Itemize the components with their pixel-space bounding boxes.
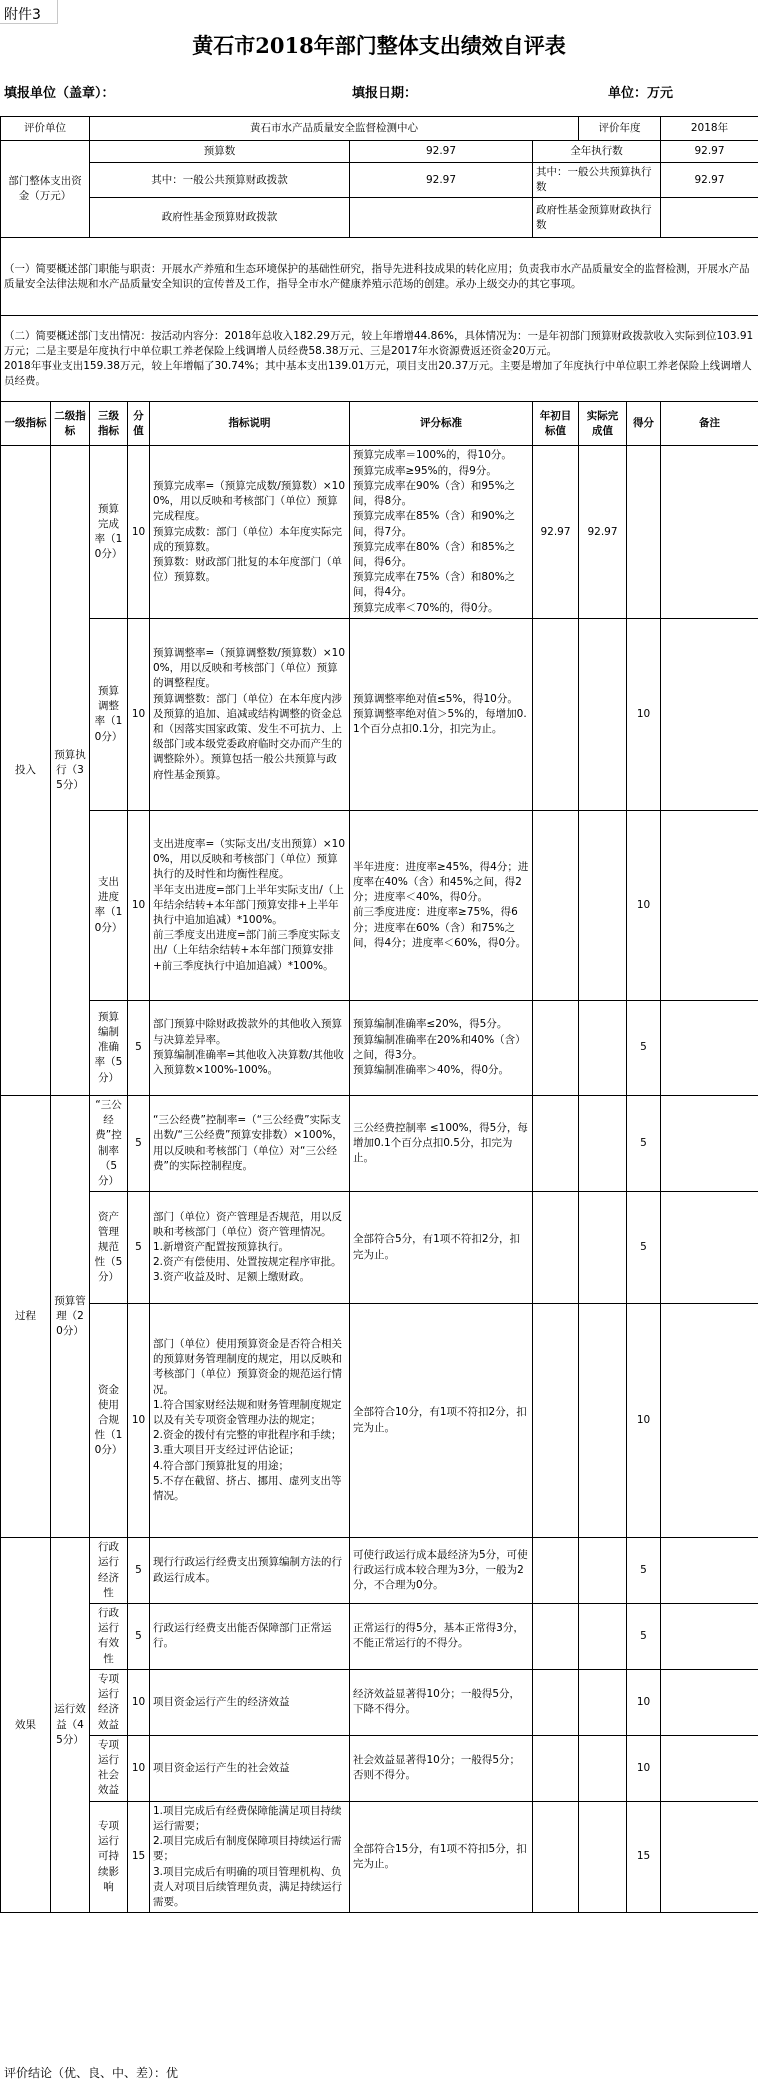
para1-row [1, 238, 758, 316]
col-std: 评分标准 [350, 402, 533, 446]
group-effect: 效果 [1, 1538, 51, 1913]
table-row [1, 1538, 758, 1604]
row-std: 正常运行的得5分，基本正常得3分，不能正常运行的不得分。 [350, 1604, 533, 1670]
row-l3: 资金使用合规性（10分） [90, 1304, 128, 1538]
annual-exec-value: 92.97 [661, 141, 758, 163]
eval-unit-label: 评价单位 [1, 117, 90, 141]
row-got: 5 [627, 1538, 661, 1604]
table-row [1, 446, 758, 618]
funds-row-1 [1, 141, 758, 163]
row-std: 经济效益显著得10分；一般得5分，下降不得分。 [350, 1669, 533, 1735]
row-actual: 92.97 [579, 446, 627, 618]
row-l3: 行政运行有效性 [90, 1604, 128, 1670]
eval-year-value: 2018年 [661, 117, 758, 141]
col-l1: 一级指标 [1, 402, 51, 446]
col-l2: 二级指标 [51, 402, 90, 446]
row-l3: 预算调整率（10分） [90, 618, 128, 810]
row-actual [579, 1538, 627, 1604]
table-row [1, 1095, 758, 1191]
row-score: 5 [128, 1538, 150, 1604]
row-desc: 支出进度率=（实际支出/支出预算）×100%，用以反映和考核部门（单位）预算执行的及时性和均衡性程度。 半年支出进度=部门上半年实际支出/（上年结余结转+本年部门预算安排+上半年执行中追加追减）*100%。 前三季度支出进度=部门前三季度实际支出/（上年结余结转+本年部门预算安排+前三季度执行中追加追减）*100%。 [150, 810, 350, 1000]
general-budget-label: 其中：一般公共预算财政拨款 [90, 163, 350, 198]
row-target [533, 1095, 579, 1191]
row-got: 10 [627, 618, 661, 810]
table-row [1, 1304, 758, 1538]
row-desc: 行政运行经费支出能否保障部门正常运行。 [150, 1604, 350, 1670]
row-desc: 项目资金运行产生的经济效益 [150, 1669, 350, 1735]
fund-budget-value [350, 198, 533, 238]
group-input: 投入 [1, 446, 51, 1095]
row-std: 社会效益显著得10分；一般得5分；否则不得分。 [350, 1735, 533, 1801]
row-std: 全部符合10分，有1项不符扣2分，扣完为止。 [350, 1304, 533, 1538]
row-got: 10 [627, 810, 661, 1000]
row-actual [579, 1304, 627, 1538]
funds-row-2 [1, 163, 758, 198]
group-budget-exec: 预算执行（35分） [51, 446, 90, 1095]
eval-unit-value: 黄石市水产品质量安全监督检测中心 [90, 117, 579, 141]
table-row [1, 1604, 758, 1670]
row-target [533, 810, 579, 1000]
col-score: 分值 [128, 402, 150, 446]
funds-section-label: 部门整体支出资金（万元） [1, 141, 90, 238]
row-note [661, 1538, 758, 1604]
fund-exec-label: 政府性基金预算财政执行数 [533, 198, 661, 238]
row-l3: 行政运行经济性 [90, 1538, 128, 1604]
para2-row [1, 316, 758, 402]
fund-exec-value [661, 198, 758, 238]
row-score: 10 [128, 810, 150, 1000]
row-desc: 现行行政运行经费支出预算编制方法的行政运行成本。 [150, 1538, 350, 1604]
col-desc: 指标说明 [150, 402, 350, 446]
general-budget-value: 92.97 [350, 163, 533, 198]
row-score: 5 [128, 1604, 150, 1670]
group-process: 过程 [1, 1095, 51, 1537]
row-got: 5 [627, 1192, 661, 1304]
column-header-row [1, 402, 758, 446]
table-row [1, 1801, 758, 1913]
row-got: 5 [627, 1604, 661, 1670]
table-row [1, 810, 758, 1000]
row-actual [579, 618, 627, 810]
row-l3: 预算完成率（10分） [90, 446, 128, 618]
row-note [661, 1192, 758, 1304]
row-l3: 专项运行可持续影响 [90, 1801, 128, 1913]
row-note [661, 1095, 758, 1191]
row-l3: 资产管理规范性（5分） [90, 1192, 128, 1304]
evaluation-table [0, 116, 758, 1913]
table-row [1, 1735, 758, 1801]
row-std: 全部符合15分，有1项不符扣5分，扣完为止。 [350, 1801, 533, 1913]
row-actual [579, 1801, 627, 1913]
table-row [1, 1192, 758, 1304]
col-actual: 实际完成值 [579, 402, 627, 446]
row-actual [579, 1000, 627, 1095]
table-row [1, 1669, 758, 1735]
row-target [533, 1304, 579, 1538]
row-target [533, 1801, 579, 1913]
row-note [661, 1000, 758, 1095]
row-target [533, 1604, 579, 1670]
row-score: 10 [128, 446, 150, 618]
row-got: 10 [627, 1304, 661, 1538]
row-target [533, 1538, 579, 1604]
row-target [533, 1669, 579, 1735]
table-row [1, 618, 758, 810]
row-score: 5 [128, 1000, 150, 1095]
row-got: 5 [627, 1095, 661, 1191]
row-desc: 预算完成率=（预算完成数/预算数）×100%，用以反映和考核部门（单位）预算完成程度。 预算完成数：部门（单位）本年度实际完成的预算数。 预算数：财政部门批复的本年度部门（单位）预算数。 [150, 446, 350, 618]
row-note [661, 446, 758, 618]
row-score: 10 [128, 618, 150, 810]
row-score: 10 [128, 1735, 150, 1801]
row-target [533, 1735, 579, 1801]
row-note [661, 1304, 758, 1538]
annex-label: 附件3 [4, 7, 41, 23]
fill-unit-label: 填报单位（盖章）： [4, 86, 115, 101]
annual-exec-label: 全年执行数 [533, 141, 661, 163]
row-actual [579, 810, 627, 1000]
row-desc: 部门（单位）使用预算资金是否符合相关的预算财务管理制度的规定，用以反映和考核部门（单位）预算资金的规范运行情况。 1.符合国家财经法规和财务管理制度规定以及有关专项资金管理办法的规定； 2.资金的拨付有完整的审批程序和手续； 3.重大项目开支经过评估论证； 4.符合部门预算批复的用途； 5.不存在截留、挤占、挪用、虚列支出等情况。 [150, 1304, 350, 1538]
row-desc: 部门预算中除财政拨款外的其他收入预算与决算差异率。 预算编制准确率=其他收入决算数/其他收入预算数×100%-100%。 [150, 1000, 350, 1095]
row-std: 三公经费控制率 ≤100%，得5分，每增加0.1个百分点扣0.5分，扣完为止。 [350, 1095, 533, 1191]
row-std: 半年进度：进度率≥45%，得4分；进度率在40%（含）和45%之间，得2分；进度率＜40%，得0分。 前三季度进度：进度率≥75%，得6分；进度率在60%（含）和75%之间，得4分；进度率＜60%，得0分。 [350, 810, 533, 1000]
row-note [661, 1801, 758, 1913]
row-std: 全部符合5分，有1项不符扣2分，扣完为止。 [350, 1192, 533, 1304]
row-note [661, 810, 758, 1000]
row-got: 5 [627, 1000, 661, 1095]
row-got: 10 [627, 1669, 661, 1735]
row-got: 10 [627, 1735, 661, 1801]
funds-row-3 [1, 198, 758, 238]
row-target [533, 1000, 579, 1095]
row-target [533, 1192, 579, 1304]
row-desc: “三公经费”控制率=（“三公经费”实际支出数/“三公经费”预算安排数）×100%，用以反映和考核部门（单位）对“三公经费”的实际控制程度。 [150, 1095, 350, 1191]
general-exec-label: 其中：一般公共预算执行数 [533, 163, 661, 198]
row-target: 92.97 [533, 446, 579, 618]
row-note [661, 1669, 758, 1735]
row-l3: 预算编制准确率（5分） [90, 1000, 128, 1095]
row-note [661, 618, 758, 810]
row-l3: 专项运行社会效益 [90, 1735, 128, 1801]
row-std: 预算调整率绝对值≤5%，得10分。 预算调整率绝对值＞5%的，每增加0.1个百分点扣0.1分，扣完为止。 [350, 618, 533, 810]
money-unit-label: 单位：万元 [608, 86, 674, 101]
spending-summary: （二）简要概述部门支出情况：按活动内容分：2018年总收入182.29万元，较上年增增44.86%，具体情况为：一是年初部门预算财政拨款收入实际到位103.91万元；二是主要是年度执行中单位职工养老保险上线调增人员经费58.38万元、三是2017年水资源费返还资金20万元。 2018年事业支出159.38万元，较上年增幅了30.74%；其中基本支出139.01万元，项目支出20.37万元。主要是增加了年度执行中单位职工养老保险上线调增人员经费。 [1, 316, 758, 402]
row-score: 5 [128, 1192, 150, 1304]
row-score: 15 [128, 1801, 150, 1913]
row-score: 5 [128, 1095, 150, 1191]
row-got: 15 [627, 1801, 661, 1913]
budget-label: 预算数 [90, 141, 350, 163]
row-std: 预算编制准确率≤20%，得5分。 预算编制准确率在20%和40%（含）之间，得3分。 预算编制准确率＞40%，得0分。 [350, 1000, 533, 1095]
fund-budget-label: 政府性基金预算财政拨款 [90, 198, 350, 238]
row-std: 可使行政运行成本最经济为5分，可使行政运行成本较合理为3分，一般为2分，不合理为0分。 [350, 1538, 533, 1604]
col-got: 得分 [627, 402, 661, 446]
col-note: 备注 [661, 402, 758, 446]
row-std: 预算完成率＝100%的，得10分。 预算完成率≥95%的，得9分。 预算完成率在90%（含）和95%之间，得8分。 预算完成率在85%（含）和90%之间，得7分。 预算完成率在80%（含）和85%之间，得6分。 预算完成率在75%（含）和80%之间，得4分。 预算完成率＜70%的，得0分。 [350, 446, 533, 618]
eval-year-label: 评价年度 [579, 117, 661, 141]
group-budget-mgmt: 预算管理（20分） [51, 1095, 90, 1537]
row-l3: 支出进度率（10分） [90, 810, 128, 1000]
row-l3: 专项运行经济效益 [90, 1669, 128, 1735]
general-exec-value: 92.97 [661, 163, 758, 198]
row-note [661, 1735, 758, 1801]
row-desc: 预算调整率=（预算调整数/预算数）×100%，用以反映和考核部门（单位）预算的调整程度。 预算调整数：部门（单位）在本年度内涉及预算的追加、追减或结构调整的资金总和（因落实国家政策、发生不可抗力、上级部门或本级党委政府临时交办而产生的调整除外）。预算包括一般公共预算与政府性基金预算。 [150, 618, 350, 810]
function-summary: （一）简要概述部门职能与职责：开展水产养殖和生态环境保护的基础性研究，指导先进科技成果的转化应用；负责我市水产品质量安全的监督检测，开展水产品质量安全法律法规和水产品质量安全知识的宣传普及工作，指导全市水产健康养殖示范场的创建。承办上级交办的其它事项。 [1, 238, 758, 316]
row-desc: 部门（单位）资产管理是否规范，用以反映和考核部门（单位）资产管理情况。 1.新增资产配置按预算执行。 2.资产有偿使用、处置按规定程序审批。 3.资产收益及时、足额上缴财政。 [150, 1192, 350, 1304]
eval-unit-row [1, 117, 758, 141]
row-score: 10 [128, 1304, 150, 1538]
row-actual [579, 1604, 627, 1670]
budget-value: 92.97 [350, 141, 533, 163]
row-got [627, 446, 661, 618]
row-target [533, 618, 579, 810]
fill-date-label: 填报日期： [352, 86, 418, 101]
row-note [661, 1604, 758, 1670]
row-actual [579, 1735, 627, 1801]
group-op-effect: 运行效益（45分） [51, 1538, 90, 1913]
table-row [1, 1000, 758, 1095]
evaluation-conclusion: 评价结论（优、良、中、差）：优 [4, 2066, 179, 2080]
row-desc: 项目资金运行产生的社会效益 [150, 1735, 350, 1801]
col-target: 年初目标值 [533, 402, 579, 446]
row-actual [579, 1192, 627, 1304]
row-actual [579, 1669, 627, 1735]
row-l3: “三公经费”控制率（5分） [90, 1095, 128, 1191]
row-actual [579, 1095, 627, 1191]
row-desc: 1.项目完成后有经费保障能满足项目持续运行需要； 2.项目完成后有制度保障项目持续运行需要； 3.项目完成后有明确的项目管理机构、负责人对项目后续管理负责，满足持续运行需要。 [150, 1801, 350, 1913]
page-title: 黄石市2018年部门整体支出绩效自评表 [192, 33, 566, 58]
col-l3: 三级指标 [90, 402, 128, 446]
row-score: 10 [128, 1669, 150, 1735]
